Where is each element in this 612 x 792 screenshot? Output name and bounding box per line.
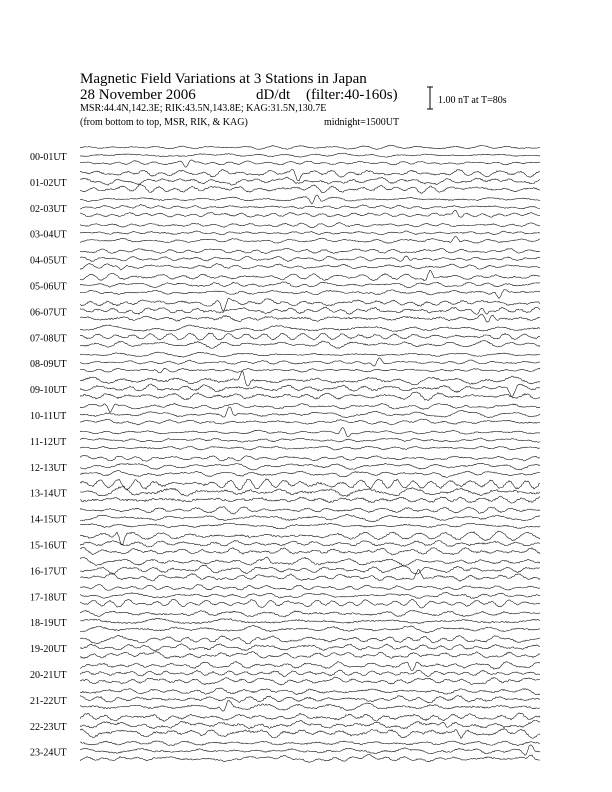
trace-kag [80, 352, 540, 357]
date-label: 28 November 2006 [80, 87, 196, 103]
trace-rik [80, 565, 540, 574]
trace-kag [80, 584, 540, 590]
trace-rik [80, 438, 540, 442]
trace-rik [80, 540, 540, 547]
trace-kag [80, 455, 540, 461]
hour-label: 04-05UT [30, 255, 67, 267]
trace-rik [80, 256, 540, 261]
trace-msr [80, 496, 540, 503]
trace-kag [80, 270, 540, 281]
trace-rik [80, 153, 540, 157]
trace-rik [80, 358, 540, 366]
trace-msr [80, 392, 540, 401]
trace-kag [80, 145, 540, 149]
trace-kag [80, 298, 540, 311]
trace-rik [80, 307, 540, 314]
trace-msr [80, 547, 540, 555]
trace-rik [80, 487, 540, 497]
trace-kag [80, 713, 540, 721]
hour-label: 03-04UT [30, 229, 67, 241]
trace-rik [80, 282, 540, 288]
trace-msr [80, 599, 540, 608]
hour-label: 23-24UT [30, 747, 67, 759]
hour-label: 11-12UT [30, 436, 67, 448]
hour-label: 01-02UT [30, 177, 67, 189]
trace-msr [80, 651, 540, 658]
hour-label: 00-01UT [30, 152, 67, 163]
trace-kag [80, 636, 540, 644]
hour-label: 08-09UT [30, 359, 67, 371]
trace-rik [80, 231, 540, 235]
hour-label: 02-03UT [30, 203, 67, 215]
trace-msr [80, 314, 540, 322]
trace-kag [80, 610, 540, 617]
trace-rik [80, 695, 540, 703]
trace-kag [80, 248, 540, 253]
trace-msr [80, 677, 540, 685]
hour-label: 13-14UT [30, 488, 67, 500]
trace-rik [80, 177, 540, 185]
component-label: dD/dt [256, 87, 291, 103]
trace-msr [80, 728, 540, 738]
trace-kag [80, 428, 540, 437]
station-order-note: (from bottom to top, MSR, RIK, & KAG) [80, 117, 248, 128]
station-coordinates: MSR:44.4N,142.3E; RIK:43.5N,143.8E; KAG:31.5N,130.7E [80, 103, 327, 114]
trace-msr [80, 523, 540, 529]
hour-label: 15-16UT [30, 540, 67, 552]
trace-msr [80, 570, 540, 582]
hour-label: 09-10UT [30, 385, 67, 397]
midnight-note: midnight=1500UT [324, 117, 400, 128]
trace-msr [80, 210, 540, 217]
trace-msr [80, 700, 540, 711]
hour-label: 20-21UT [30, 670, 67, 681]
scale-label: 1.00 nT at T=80s [438, 95, 507, 106]
trace-msr [80, 368, 540, 373]
chart-title: Magnetic Field Variations at 3 Stations in Japan [80, 71, 367, 87]
hour-label: 10-11UT [30, 411, 67, 422]
trace-rik [80, 333, 540, 340]
trace-rik [80, 720, 540, 728]
trace-msr [80, 341, 540, 349]
trace-kag [80, 479, 540, 490]
trace-kag [80, 403, 540, 412]
trace-kag [80, 688, 540, 695]
trace-msr [80, 754, 540, 762]
hour-label: 14-15UT [30, 514, 67, 526]
trace-rik [80, 745, 540, 755]
trace-msr [80, 160, 540, 167]
trace-msr [80, 625, 540, 633]
trace-kag [80, 661, 540, 670]
trace-msr [80, 263, 540, 269]
hour-label: 21-22UT [30, 695, 67, 707]
hour-label: 06-07UT [30, 307, 67, 319]
trace-rik [80, 593, 540, 599]
trace-kag [80, 169, 540, 181]
trace-rik [80, 205, 540, 210]
trace-kag [80, 531, 540, 545]
trace-rik [80, 463, 540, 470]
trace-msr [80, 419, 540, 425]
trace-rik [80, 515, 540, 522]
hour-label: 18-19UT [30, 618, 67, 630]
hour-label: 19-20UT [30, 644, 67, 656]
filter-label: (filter:40-160s) [306, 87, 398, 103]
hour-label: 16-17UT [30, 566, 67, 578]
trace-msr [80, 237, 540, 244]
trace-msr [80, 185, 540, 193]
trace-kag [80, 222, 540, 227]
trace-kag [80, 741, 540, 746]
trace-msr [80, 446, 540, 450]
hour-label: 12-13UT [30, 462, 67, 474]
trace-rik [80, 644, 540, 651]
hour-label: 05-06UT [30, 281, 67, 293]
trace-rik [80, 670, 540, 677]
trace-kag [80, 371, 540, 386]
trace-rik [80, 618, 540, 624]
hour-label: 17-18UT [30, 592, 67, 604]
trace-kag [80, 325, 540, 332]
hour-label: 22-23UT [30, 721, 67, 733]
hour-label: 07-08UT [30, 333, 67, 345]
trace-rik [80, 407, 540, 418]
trace-rik [80, 384, 540, 397]
trace-msr [80, 471, 540, 478]
trace-kag [80, 557, 540, 565]
trace-kag [80, 195, 540, 204]
trace-msr [80, 290, 540, 299]
trace-kag [80, 507, 540, 515]
